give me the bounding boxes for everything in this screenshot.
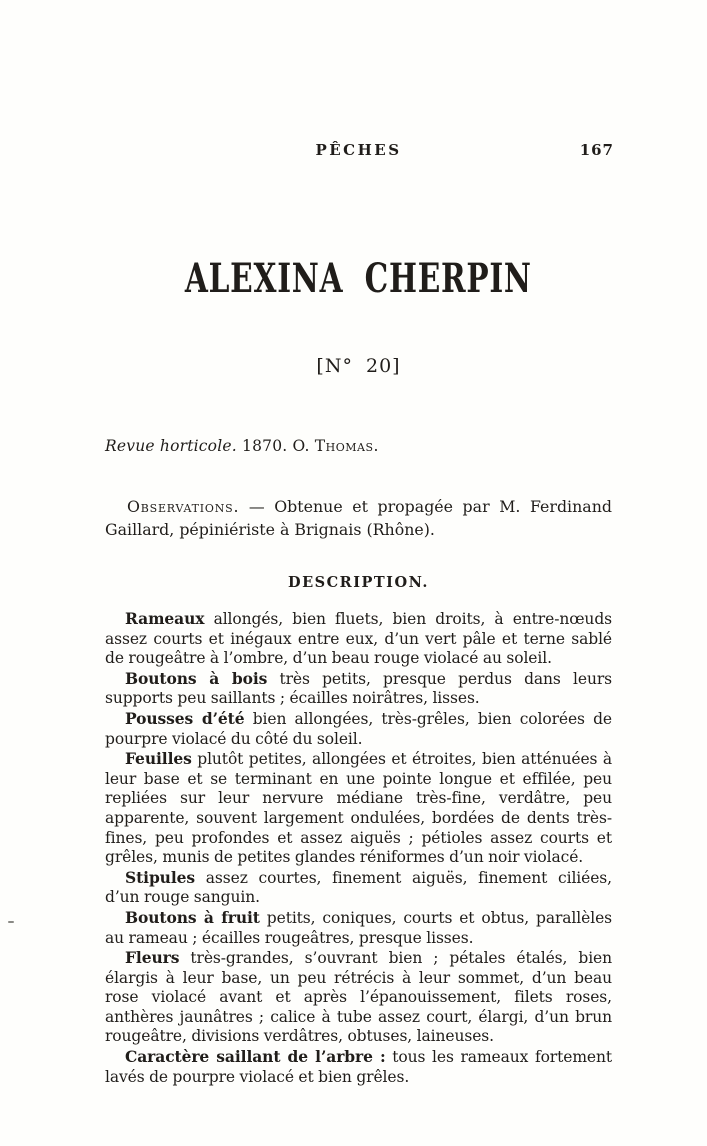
paragraph-term: Pousses d’été: [125, 708, 245, 728]
paragraph-text: allongés, bien fluets, bien droits, à entre-nœuds assez courts et inégaux entre eux, d’un vert pâle et terne sablé de rougeâtre à l’ombre, d’un beau rouge violacé au soleil.: [105, 610, 612, 668]
variety-title: ALEXINA CHERPIN: [185, 255, 532, 302]
paragraph-text: assez courtes, finement aiguës, finement ciliées, d’un rouge sanguin.: [105, 868, 612, 907]
description-paragraph-rameaux: [105, 609, 612, 669]
paragraph-text: bien allongées, très-grêles, bien colorées de pourpre violacé du côté du soleil.: [105, 709, 612, 748]
description-paragraph-boutons-a-bois: [105, 669, 612, 709]
description-paragraph-pousses-ete: [105, 709, 612, 749]
author-name: Thomas.: [314, 437, 379, 455]
description-paragraph-caractere-saillant: [105, 1047, 612, 1087]
paragraph-term: Boutons à bois: [125, 668, 268, 688]
paragraph-term: Rameaux: [125, 609, 205, 628]
paragraph-text: tous les rameaux fortement lavés de pourpre violacé et bien grêles.: [105, 1048, 613, 1086]
observations-text: — Obtenue et propagée par M. Ferdinand Gaillard, pépiniériste à Brignais (Rhône).: [105, 497, 612, 539]
paragraph-term: Fleurs: [125, 948, 180, 968]
description-paragraph-feuilles: [105, 749, 612, 868]
scan-artifact: [8, 921, 14, 923]
description-paragraph-stipules: [105, 868, 612, 908]
paragraph-term: Caractère saillant de l’arbre :: [125, 1047, 386, 1067]
page-number: 167: [579, 141, 614, 159]
observations-label: Observations.: [127, 497, 240, 516]
observations-paragraph: [105, 495, 612, 541]
paragraph-text: très-grandes, s’ouvrant bien ; pétales étalés, bien élargis à leur base, un peu rétrécis à leur sommet, d’un beau rose violacé avant et après l’épanouissement, filets roses, anthères jaunâtres ; calice à tube assez court, élargi, d’un brun rougeâtre, divisions verdâtres, obtuses, laineuses.: [105, 949, 613, 1046]
paragraph-term: Feuilles: [125, 749, 192, 769]
reference-line: [105, 437, 612, 455]
paragraph-text: petits, coniques, courts et obtus, parallèles au rameau ; écailles rougeâtres, presque lisses.: [105, 908, 612, 947]
running-head-text: PÊCHES: [315, 141, 402, 159]
paragraph-text: très petits, presque perdus dans leurs supports peu saillants ; écailles noirâtres, lisses.: [105, 669, 612, 708]
running-head: [105, 141, 612, 159]
page-content: [105, 0, 612, 1087]
title-row: [105, 255, 612, 302]
description-paragraph-boutons-a-fruit: [105, 908, 612, 948]
section-heading: DESCRIPTION.: [288, 574, 429, 591]
paragraph-text: plutôt petites, allongées et étroites, bien atténuées à leur base et se terminant en une pointe longue et effilée, peu repliées sur leur nervure médiane très-fine, verdâtre, peu apparente, souvent largement ondulées, bordées de dents très-fines, peu profondes et assez aiguës ; pétioles assez courts et grêles, munis de petites glandes réniformes d’un noir violacé.: [105, 750, 612, 867]
description-section: [105, 609, 612, 1087]
description-paragraph-fleurs: [105, 948, 612, 1047]
reference-year-author: 1870. O.: [242, 437, 310, 455]
paragraph-term: Boutons à fruit: [125, 907, 260, 927]
paragraph-term: Stipules: [125, 867, 196, 887]
journal-name: Revue horticole.: [105, 437, 237, 455]
entry-number: [N° 20]: [316, 355, 401, 377]
